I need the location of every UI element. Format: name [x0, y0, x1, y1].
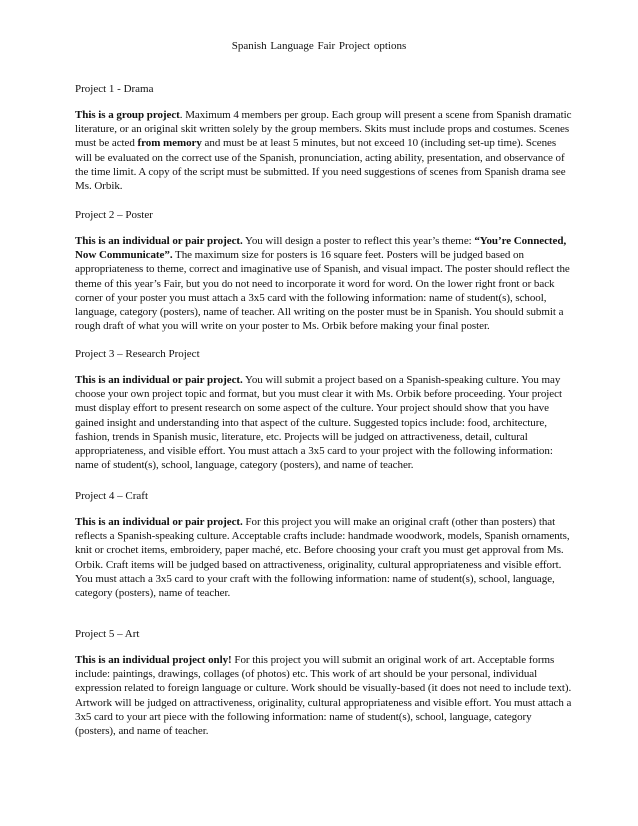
description-text: You will design a poster to reflect this year’s theme: — [242, 235, 475, 247]
description-text: . Maximum 4 members per group. Each group will present a scene from Spanish dramatic literature, or an original skit written solely by the group members. Skits must include props and costumes. Scenes must be acted — [75, 109, 572, 150]
project-lead: This is an individual or pair project. — [75, 235, 243, 247]
description-text: For this project you will make an original craft (other than posters) that reflects a Spanish-speaking culture. Acceptable crafts include: handmade woodwork, models, Spanish ornaments, knit or crochet items, embroidery, paper maché, etc. Before choosing your craft you must get approval from Ms. Orbik. Craft items will be judged based on attractiveness, originality, cultural appropriateness and visible effort. You must attach a 3x5 card to your craft with the following information: name of student(s), school, language, category (posters), name of teacher. — [75, 516, 570, 600]
project-section-art — [75, 627, 575, 738]
description-text: You will submit a project based on a Spanish-speaking culture. You may choose your own project topic and format, but you must clear it with Ms. Orbik before proceeding. Your project must display effort to present research on some aspect of the culture. Your project should show that you have gained insight and understanding into that aspect of the culture. Suggested topics include: food, architecture, fashion, trends in Spanish music, literature, etc. Projects will be judged on attractiveness, detail, cultural appropriateness, and visible effort. You must attach a 3x5 card to your project with the following information: name of student(s), school, language, category (posters), and name of teacher. — [75, 374, 562, 472]
project-section-drama — [75, 82, 575, 193]
description-text: and must be at least 5 minutes, but not exceed 10 (including set-up time). Scenes will be evaluated on the correct use of the Spanish, pronunciation, acting ability, presentation, and observance of the time limit. A copy of the script must be submitted. If you need suggestions of scenes from Spanish drama see Ms. Orbik. — [75, 137, 566, 193]
project-lead: This is an individual or pair project. — [75, 516, 243, 528]
project-lead: This is a group project — [75, 109, 180, 121]
project-lead: This is an individual or pair project. — [75, 374, 243, 386]
project-description — [75, 653, 575, 738]
emphasis-text: from memory — [137, 137, 202, 150]
project-heading: Project 2 – Poster — [75, 209, 153, 221]
project-description — [75, 234, 575, 333]
project-heading: Project 1 - Drama — [75, 83, 154, 95]
project-lead: This is an individual project only! — [75, 654, 232, 666]
project-description — [75, 108, 575, 193]
document-title: Spanish Language Fair Project options — [231, 40, 407, 52]
emphasis-text: “You’re Connected, Now Communicate”. — [75, 235, 567, 262]
project-section-craft — [75, 489, 575, 600]
project-description — [75, 373, 575, 472]
description-text: For this project you will submit an original work of art. Acceptable forms include: paintings, drawings, collages (of photos) etc. This work of art should be your personal, individual expression related to foreign language or culture. Work should be visually-based (it does not need to include text). Artwork will be judged on attractiveness, originality, cultural appropriateness and visible effort. You must attach a 3x5 card to your art piece with the following information: name of student(s), school, language, category (posters), and name of teacher. — [75, 654, 572, 738]
project-heading: Project 5 – Art — [75, 628, 140, 640]
project-section-research — [75, 347, 575, 472]
description-text: The maximum size for posters is 16 square feet. Posters will be judged based on appropriateness to theme, correct and imaginative use of Spanish, and visual impact. The poster should reflect the theme of this year’s Fair, but you do not need to incorporate it word for word. On the lower right front or back corner of your poster you must attach a 3x5 card with the following information: name of student(s), school, language, category (posters), name of teacher. All writing on the poster must be in Spanish. You should submit a rough draft of what you will write on your poster to Ms. Orbik before making your final poster. — [75, 249, 570, 333]
project-description — [75, 515, 575, 600]
project-section-poster — [75, 208, 575, 333]
project-heading: Project 3 – Research Project — [75, 348, 200, 360]
project-heading: Project 4 – Craft — [75, 490, 149, 502]
